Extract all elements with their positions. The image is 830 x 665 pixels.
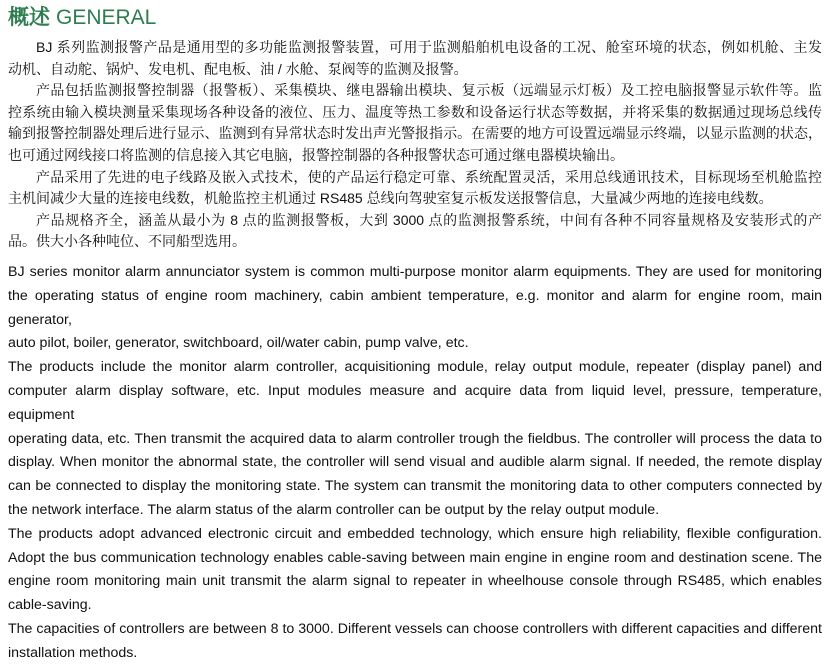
chinese-body-text [8, 37, 822, 253]
section-title-zh: 概述 [8, 6, 50, 29]
text-line: 产品规格齐全，涵盖从最小为 8 点的监测报警板，大到 3000 点的监测报警系统，中间有各种不同容量规格及安装形式的产 [36, 211, 822, 228]
text-line: cable-saving. [8, 597, 92, 614]
text-line: The capacities of controllers are between 8 to 3000. Different vessels can choose controllers with different capacities and different [8, 620, 822, 637]
text-line: computer alarm display software, etc. Input modules measure and acquire data from liquid level, pressure, temperature, equipment [8, 382, 822, 423]
text-line: 品。供大小各种吨位、不同船型选用。 [8, 233, 246, 250]
text-line: the operating status of engine room machinery, cabin ambient temperature, e.g. monitor and alarm for engine room, main generator, [8, 287, 822, 328]
text-line: 也可通过网线接口将监测的信息接入其它电脑，报警控制器的各种报警状态可通过继电器模块输出。 [8, 146, 624, 163]
text-line: auto pilot, boiler, generator, switchboard, oil/water cabin, pump valve, etc. [8, 335, 469, 352]
text-line: the network interface. The alarm status of the alarm controller can be output by the relay output module. [8, 501, 660, 518]
text-line: operating data, etc. Then transmit the acquired data to alarm controller trough the fieldbus. The controller will process the data to [8, 430, 822, 447]
text-line: can be connected to display the monitoring state. The system can transmit the monitoring data to other computers connected by [8, 478, 822, 495]
text-line: 输到报警控制器处理后进行显示、监测到有异常状态时发出声光警报指示。在需要的地方可设置远端显示终端，以显示监测的状态， [8, 125, 822, 142]
text-line: 动机、自动舵、锅炉、发电机、配电板、油 / 水舱、泵阀等的监测及报警。 [8, 60, 468, 77]
section-title [8, 4, 822, 32]
text-line: Adopt the bus communication technology enables cable-saving between main engine in engine room and destination scene. The [8, 549, 822, 566]
text-line: 产品包括监测报警控制器（报警板）、采集模块、继电器输出模块、复示板（远端显示灯板）及工控电脑报警显示软件等。监 [36, 82, 822, 99]
text-line: BJ series monitor alarm annunciator system is common multi-purpose monitor alarm equipments. They are used for monitoring [8, 263, 822, 280]
text-line: 控系统由输入模块测量采集现场各种设备的液位、压力、温度等热工参数和设备运行状态等数据，并将采集的数据通过现场总线传 [8, 103, 822, 120]
text-line: BJ 系列监测报警产品是通用型的多功能监测报警装置，可用于监测船舶机电设备的工况、舱室环境的状态，例如机舱、主发 [36, 39, 822, 55]
text-line: 主机间减少大量的连接电线数，机舱监控主机通过 RS485 总线向驾驶室复示板发送报警信息，大量减少两地的连接电线数。 [8, 190, 773, 207]
text-line: The products include the monitor alarm controller, acquisitioning module, relay output module, repeater (display panel) and [8, 359, 822, 376]
text-line: The products adopt advanced electronic circuit and embedded technology, which ensure high reliability, flexible configuration. [8, 525, 822, 542]
text-line: display. When monitor the abnormal state, the controller will send visual and audible alarm signal. If needed, the remote display [8, 454, 822, 471]
section-title-en: GENERAL [56, 6, 157, 29]
text-line: 产品采用了先进的电子线路及嵌入式技术，使的产品运行稳定可靠、系统配置灵活，采用总线通讯技术，目标现场至机舱监控 [36, 168, 822, 185]
english-body-text [8, 261, 822, 665]
text-line: installation methods. [8, 644, 138, 661]
text-line: engine room monitoring main unit transmit the alarm signal to repeater in wheelhouse console through RS485, which enables [8, 573, 822, 590]
